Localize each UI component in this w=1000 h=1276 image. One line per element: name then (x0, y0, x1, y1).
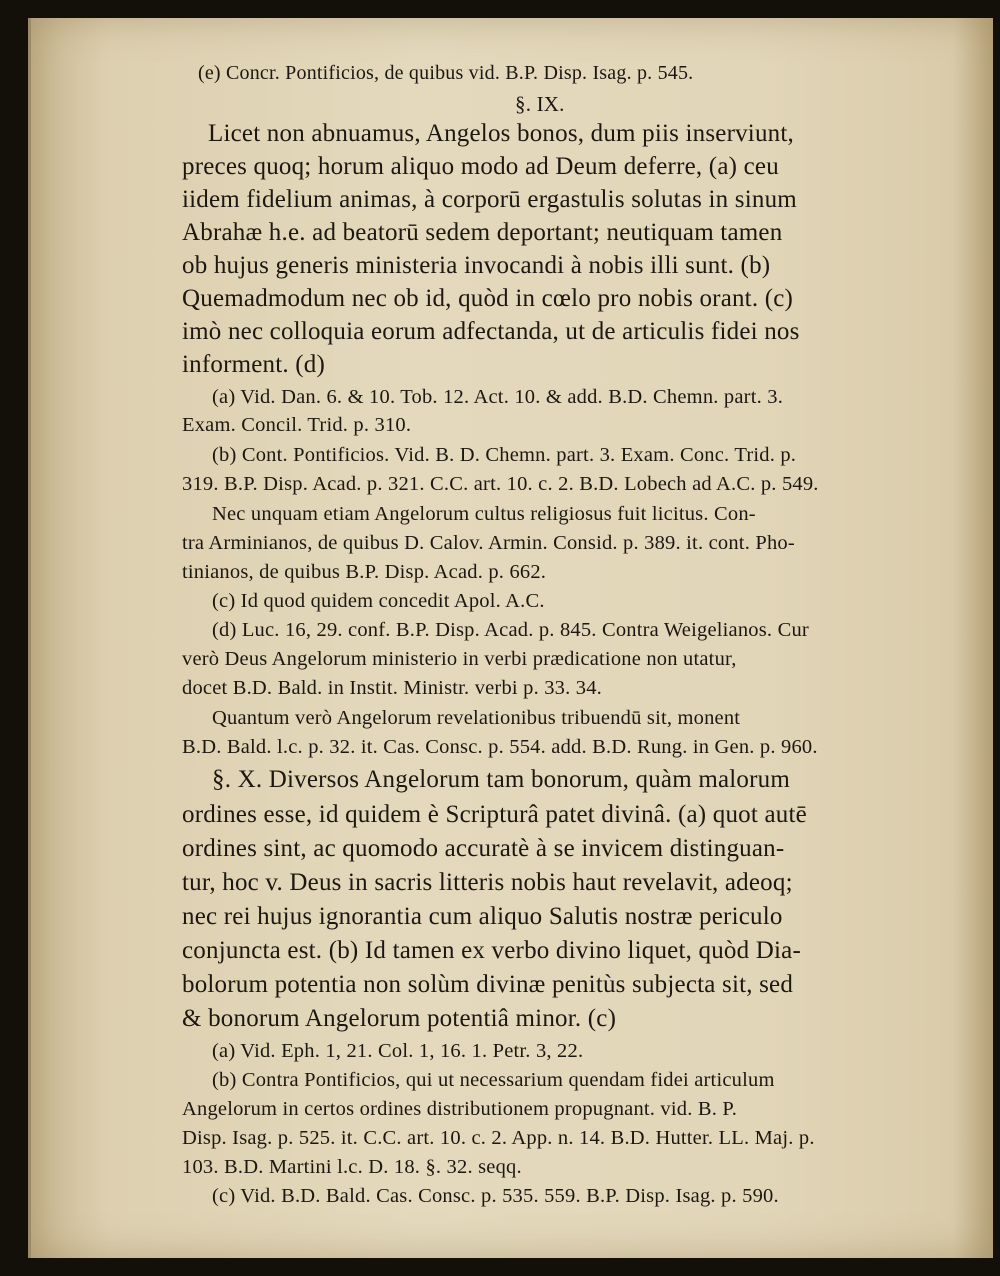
footnote-line: (d) Luc. 16, 29. conf. B.P. Disp. Acad. p. 845. Contra Weigelianos. Cur (212, 619, 809, 641)
footnote-line: Disp. Isag. p. 525. it. C.C. art. 10. c. 2. App. n. 14. B.D. Hutter. LL. Maj. p. (182, 1127, 815, 1149)
footnote-line: (b) Contra Pontificios, qui ut necessarium quendam fidei articulum (212, 1069, 775, 1091)
section-heading: §. IX. (515, 92, 565, 116)
footnote-line: B.D. Bald. l.c. p. 32. it. Cas. Consc. p. 554. add. B.D. Rung. in Gen. p. 960. (182, 736, 818, 758)
text-line: bolorum potentia non solùm divinæ penitùs subjecta sit, sed (182, 971, 794, 998)
footnote-line: (a) Vid. Eph. 1, 21. Col. 1, 16. 1. Petr. 3, 22. (212, 1040, 584, 1062)
footnote-line: tra Arminianos, de quibus D. Calov. Armin. Consid. p. 389. it. cont. Pho- (182, 532, 795, 554)
footnote-line: Angelorum in certos ordines distributionem propugnant. vid. B. P. (182, 1098, 738, 1120)
text-line: ordines sint, ac quomodo accuratè à se invicem distinguan- (182, 835, 785, 862)
text-line: conjuncta est. (b) Id tamen ex verbo divino liquet, quòd Dia- (182, 937, 801, 964)
text-line: ordines esse, id quidem è Scripturâ patet divinâ. (a) quot autē (182, 801, 807, 828)
text-line: preces quoq; horum aliquo modo ad Deum deferre, (a) ceu (182, 153, 779, 180)
footnote-line: (c) Vid. B.D. Bald. Cas. Consc. p. 535. 559. B.P. Disp. Isag. p. 590. (212, 1185, 779, 1207)
text-line: nec rei hujus ignorantia cum aliquo Salutis nostræ periculo (182, 903, 783, 930)
footnote-line: 103. B.D. Martini l.c. D. 18. §. 32. seqq. (182, 1156, 522, 1178)
footnote-line: (c) Id quod quidem concedit Apol. A.C. (212, 590, 545, 612)
text-line: tur, hoc v. Deus in sacris litteris nobis haut revelavit, adeoq; (182, 869, 793, 896)
text-line: & bonorum Angelorum potentiâ minor. (c) (182, 1005, 617, 1032)
text-line: Quemadmodum nec ob id, quòd in cœlo pro nobis orant. (c) (182, 285, 794, 312)
footnote-line: tinianos, de quibus B.P. Disp. Acad. p. 662. (182, 561, 547, 583)
text-line: Abrahæ h.e. ad beatorū sedem deportant; neutiquam tamen (182, 219, 783, 246)
footnote-line: Exam. Concil. Trid. p. 310. (182, 414, 412, 436)
footnote-line: Quantum verò Angelorum revelationibus tribuendū sit, monent (212, 707, 741, 729)
text-line: imò nec colloquia eorum adfectanda, ut de articulis fidei nos (182, 318, 800, 345)
text-line: informent. (d) (182, 351, 326, 378)
footnote-line: Nec unquam etiam Angelorum cultus religiosus fuit licitus. Con- (212, 503, 756, 525)
header-footnote: (e) Concr. Pontificios, de quibus vid. B.P. Disp. Isag. p. 545. (198, 62, 694, 84)
footnote-line: (b) Cont. Pontificios. Vid. B. D. Chemn. part. 3. Exam. Conc. Trid. p. (212, 444, 797, 466)
text-line: §. X. Diversos Angelorum tam bonorum, quàm malorum (212, 766, 790, 793)
page-edge-shadow (953, 18, 993, 1258)
text-line: iidem fidelium animas, à corporū ergastulis solutas in sinum (182, 186, 797, 213)
text-line: Licet non abnuamus, Angelos bonos, dum piis inserviunt, (208, 120, 794, 147)
footnote-line: (a) Vid. Dan. 6. & 10. Tob. 12. Act. 10. & add. B.D. Chemn. part. 3. (212, 386, 784, 408)
footnote-line: 319. B.P. Disp. Acad. p. 321. C.C. art. 10. c. 2. B.D. Lobech ad A.C. p. 549. (182, 473, 819, 495)
footnote-line: verò Deus Angelorum ministerio in verbi prædicatione non utatur, (182, 648, 737, 670)
text-line: ob hujus generis ministeria invocandi à nobis illi sunt. (b) (182, 252, 771, 279)
footnote-line: docet B.D. Bald. in Instit. Ministr. verbi p. 33. 34. (182, 677, 603, 699)
